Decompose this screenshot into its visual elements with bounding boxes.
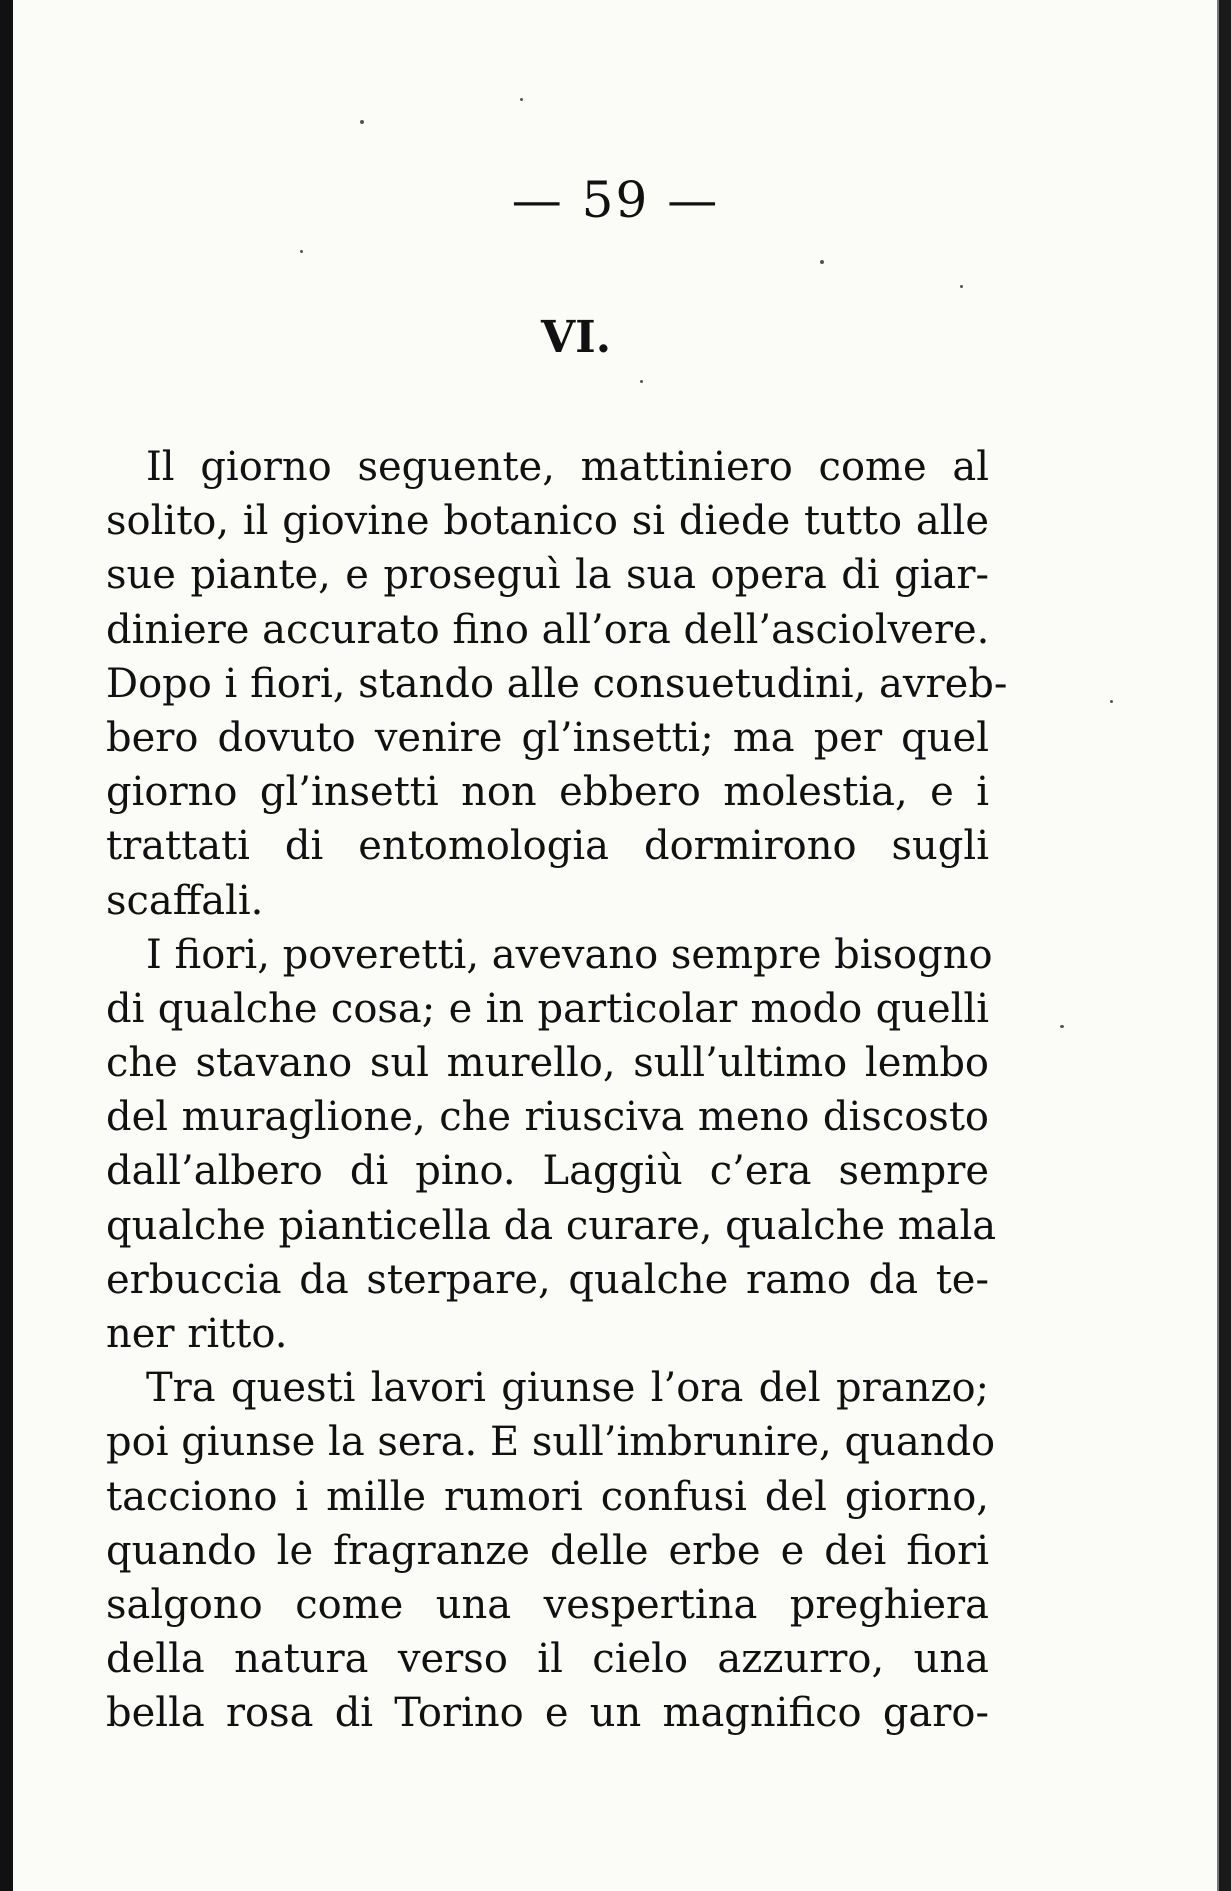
text-line: quando le fragranze delle erbe e dei fiori <box>106 1527 989 1574</box>
text-line: tacciono i mille rumori confusi del giorno, <box>106 1473 989 1520</box>
scan-speck <box>640 380 643 383</box>
text-line: erbuccia da sterpare, qualche ramo da te- <box>106 1256 989 1303</box>
paragraph-3 <box>106 1361 996 1740</box>
text-line: Il giorno seguente, mattiniero come al <box>146 444 989 490</box>
paragraph-1 <box>106 440 1008 928</box>
text-line: Tra questi lavori giunse l’ora del pranzo; <box>146 1365 989 1412</box>
text-line: scaffali. <box>106 877 264 924</box>
page-number: — 59 — <box>511 171 720 229</box>
text-line: Dopo i fiori, stando alle consuetudini, avreb- <box>106 660 1008 707</box>
text-line: sue piante, e proseguì la sua opera di giar- <box>106 552 989 599</box>
text-line: di qualche cosa; e in particolar modo quelli <box>106 985 989 1032</box>
scan-right-edge <box>1219 0 1231 1891</box>
text-line: qualche pianticella da curare, qualche mala <box>106 1202 997 1249</box>
text-line: bella rosa di Torino e un magnifico garo- <box>106 1690 989 1737</box>
text-line: bero dovuto venire gl’insetti; ma per quel <box>106 714 989 761</box>
scan-speck <box>300 250 303 253</box>
text-line: giorno gl’insetti non ebbero molestia, e i <box>106 769 989 816</box>
scan-speck <box>1110 700 1113 703</box>
scan-speck <box>960 285 963 288</box>
text-line: del muraglione, che riusciva meno discosto <box>106 1094 989 1141</box>
text-line: solito, il giovine botanico si diede tutto alle <box>106 498 989 545</box>
text-line: trattati di entomologia dormirono sugli <box>106 823 989 870</box>
scan-speck <box>360 120 364 124</box>
text-line: che stavano sul murello, sull’ultimo lembo <box>106 1040 989 1087</box>
scan-speck <box>520 98 523 101</box>
text-line: poi giunse la sera. E sull’imbrunire, quando <box>106 1419 996 1466</box>
text-line: salgono come una vespertina preghiera <box>106 1581 989 1628</box>
text-line: diniere accurato fino all’ora dell’asciolvere. <box>106 606 990 653</box>
chapter-heading: VI. <box>540 312 612 363</box>
text-line: della natura verso il cielo azzurro, una <box>106 1636 989 1683</box>
text-line: ner ritto. <box>106 1311 288 1357</box>
scan-speck <box>1060 1025 1064 1028</box>
text-line: I fiori, poveretti, avevano sempre bisogno <box>146 931 993 978</box>
scan-left-edge <box>0 0 13 1891</box>
text-line: dall’albero di pino. Laggiù c’era sempre <box>106 1148 989 1195</box>
scan-speck <box>820 260 824 264</box>
paragraph-2 <box>106 928 997 1362</box>
body-text <box>106 440 1008 1741</box>
